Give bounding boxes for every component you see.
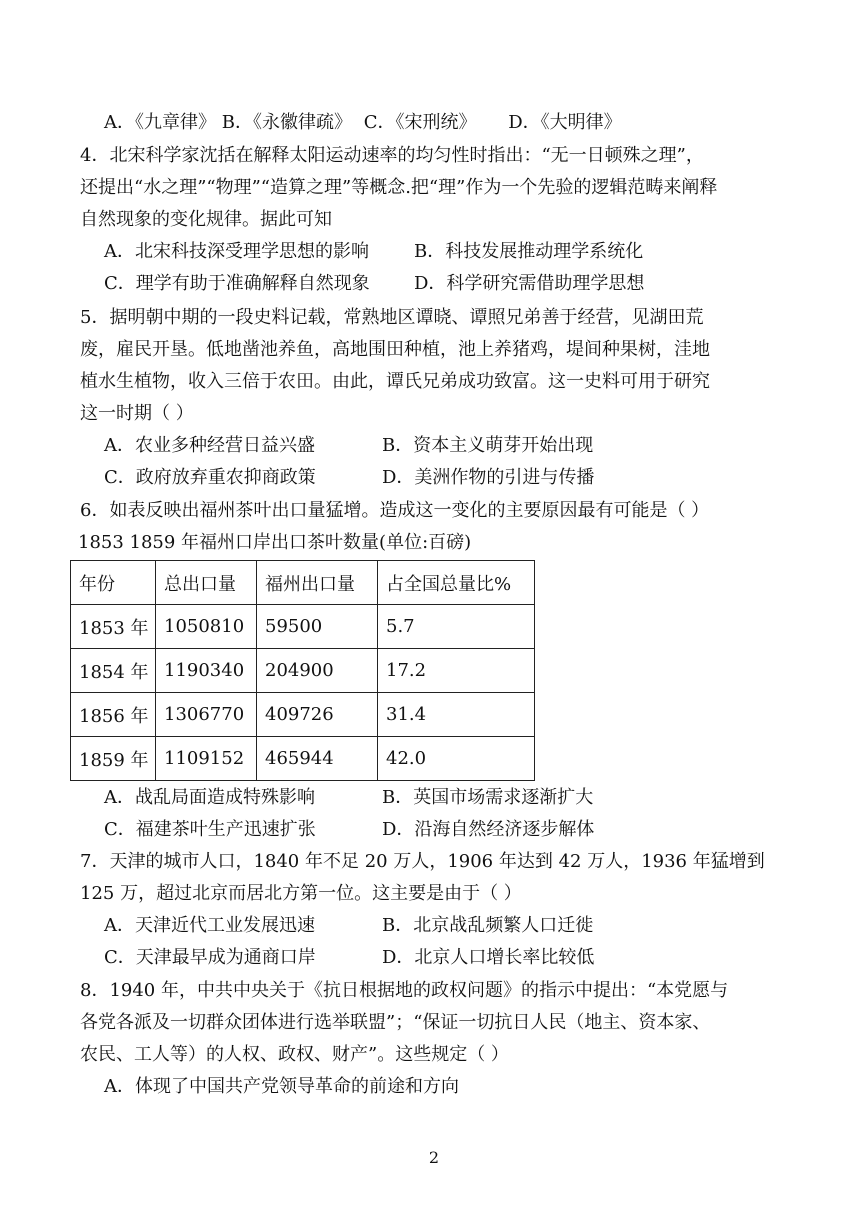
table-cell: 42.0 <box>378 737 535 781</box>
table-row <box>71 649 535 693</box>
q3-option-b: B．《永徽律疏》 <box>221 112 352 133</box>
table-header-cell: 占全国总量比% <box>378 561 535 605</box>
q5-options-row-2 <box>104 462 844 494</box>
q6-options-row-1 <box>104 782 844 814</box>
table-row <box>71 693 535 737</box>
q5-option-c: C．政府放弃重农抑商政策 <box>104 467 316 488</box>
table-header-cell: 福州出口量 <box>257 561 378 605</box>
q4-stem-line-1: 4．北宋科学家沈括在解释太阳运动速率的均匀性时指出：“无一日顿殊之理”， <box>80 145 704 166</box>
table-header-cell: 总出口量 <box>156 561 257 605</box>
tea-export-table <box>70 560 535 781</box>
q5-options-row-1 <box>104 430 844 462</box>
table-cell: 1854 年 <box>71 649 156 693</box>
table-cell: 31.4 <box>378 693 535 737</box>
table-cell: 1109152 <box>156 737 257 781</box>
q6-options-row-2 <box>104 814 844 846</box>
q5-option-a: A．农业多种经营日益兴盛 <box>104 435 315 456</box>
table-cell: 1856 年 <box>71 693 156 737</box>
table-cell: 59500 <box>257 605 378 649</box>
q7-stem-line-2: 125 万，超过北京而居北方第一位。这主要是由于（ ） <box>80 883 522 904</box>
q7-option-d: D．北京人口增长率比较低 <box>382 947 595 968</box>
q4-option-d: D．科学研究需借助理学思想 <box>414 273 645 294</box>
q7-stem-line-1: 7．天津的城市人口，1840 年不足 20 万人，1906 年达到 42 万人，1936 年猛增到 <box>80 851 765 872</box>
q4-option-b: B．科技发展推动理学系统化 <box>414 241 644 262</box>
q8-stem-line-2: 各党各派及一切群众团体进行选举联盟”；“保证一切抗日人民（地主、资本家、 <box>80 1012 711 1033</box>
table-cell: 409726 <box>257 693 378 737</box>
q6-option-b: B．英国市场需求逐渐扩大 <box>382 787 594 808</box>
table-row <box>71 605 535 649</box>
q3-options <box>104 107 844 139</box>
q5-option-b: B．资本主义萌芽开始出现 <box>382 435 594 456</box>
q7-option-a: A．天津近代工业发展迅速 <box>104 915 315 936</box>
table-cell: 1190340 <box>156 649 257 693</box>
q8-stem-line-1: 8．1940 年，中共中央关于《抗日根据地的政权问题》的指示中提出：“本党愿与 <box>80 980 729 1001</box>
q6-table-caption: 1853 1859 年福州口岸出口茶叶数量(单位:百磅) <box>78 532 472 553</box>
table-cell: 17.2 <box>378 649 535 693</box>
q7-option-b: B．北京战乱频繁人口迁徙 <box>382 915 594 936</box>
table-cell: 204900 <box>257 649 378 693</box>
q3-option-d: D．《大明律》 <box>508 112 622 133</box>
q5-stem-line-2: 废，雇民开垦。低地凿池养鱼，高地围田种植，池上养猪鸡，堤间种果树，洼地 <box>80 339 710 360</box>
q5-stem-line-3: 植水生植物，收入三倍于农田。由此，谭氏兄弟成功致富。这一史料可用于研究 <box>80 371 710 392</box>
table-cell: 1859 年 <box>71 737 156 781</box>
q7-option-c: C．天津最早成为通商口岸 <box>104 947 316 968</box>
q4-options-row-1 <box>104 236 844 268</box>
q3-option-a: A．《九章律》 <box>104 112 216 133</box>
q4-option-c: C．理学有助于准确解释自然现象 <box>104 273 370 294</box>
q7-options-row-2 <box>104 942 844 974</box>
q8-option-a: A．体现了中国共产党领导革命的前途和方向 <box>104 1076 459 1097</box>
q6-option-c: C．福建茶叶生产迅速扩张 <box>104 819 316 840</box>
q4-stem-line-3: 自然现象的变化规律。据此可知 <box>80 209 332 230</box>
table-cell: 465944 <box>257 737 378 781</box>
q4-stem-line-2: 还提出“水之理”“物理”“造算之理”等概念.把“理”作为一个先验的逻辑范畴来阐释 <box>80 177 718 198</box>
q6-option-a: A．战乱局面造成特殊影响 <box>104 787 315 808</box>
q4-options-row-2 <box>104 268 844 300</box>
table-row <box>71 737 535 781</box>
q5-stem-line-4: 这一时期（ ） <box>80 403 194 424</box>
q6-option-d: D．沿海自然经济逐步解体 <box>382 819 595 840</box>
table-header-row <box>71 561 535 605</box>
q8-stem-line-3: 农民、工人等）的人权、政权、财产”。这些规定（ ） <box>80 1044 509 1065</box>
q7-options-row-1 <box>104 910 844 942</box>
q5-option-d: D．美洲作物的引进与传播 <box>382 467 595 488</box>
q6-stem: 6．如表反映出福州茶叶出口量猛增。造成这一变化的主要原因最有可能是（ ） <box>80 500 710 521</box>
table-cell: 5.7 <box>378 605 535 649</box>
table-cell: 1050810 <box>156 605 257 649</box>
q3-option-c: C．《宋刑统》 <box>363 112 477 133</box>
page-number: 2 <box>428 1148 440 1167</box>
table-cell: 1853 年 <box>71 605 156 649</box>
table-cell: 1306770 <box>156 693 257 737</box>
table-header-cell: 年份 <box>71 561 156 605</box>
q4-option-a: A．北宋科技深受理学思想的影响 <box>104 241 369 262</box>
q5-stem-line-1: 5．据明朝中期的一段史料记载，常熟地区谭晓、谭照兄弟善于经营，见湖田荒 <box>80 307 704 328</box>
